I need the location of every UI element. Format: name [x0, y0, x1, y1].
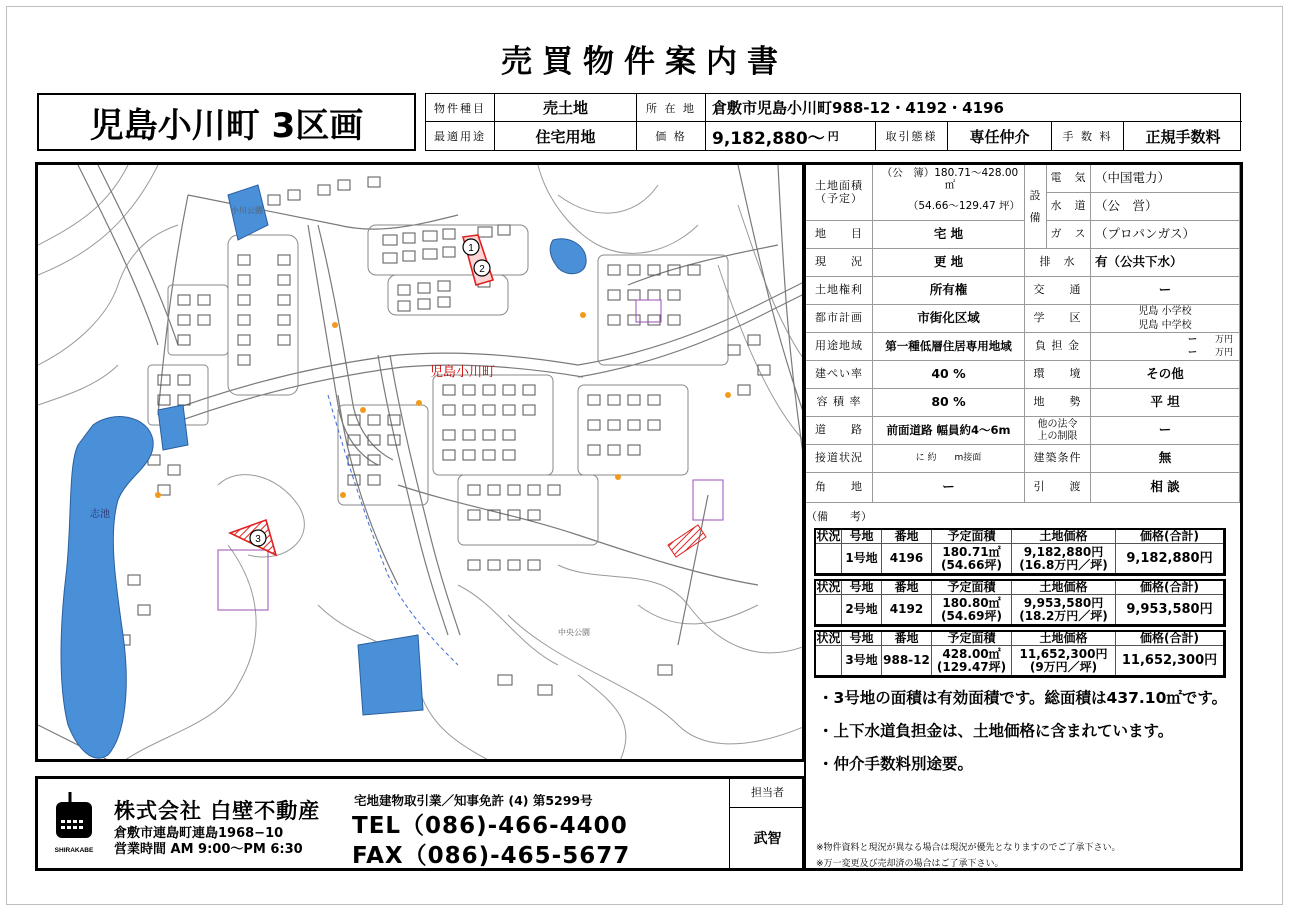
staff-name: 武智 — [753, 831, 782, 847]
terrain-value: 平 坦 — [1091, 389, 1240, 417]
svg-text:3: 3 — [255, 534, 261, 545]
bcr-value: 40 % — [873, 361, 1025, 389]
disclaimer-2: ※万一変更及び売却済の場合はご了承下さい。 — [816, 859, 1004, 869]
company-name: 株式会社 白壁不動産 — [114, 799, 321, 823]
lot-3-total: 11,652,300円 — [1121, 652, 1218, 668]
map-svg — [38, 165, 805, 762]
land-area-line1: （公 簿）180.71〜428.00 ㎡ — [873, 165, 1025, 193]
lot-3-no-header: 号地 — [842, 632, 882, 646]
lot-1-status — [816, 544, 842, 573]
city-plan-label: 都市計画 — [806, 305, 873, 333]
gas-value: （プロパンガス） — [1091, 221, 1240, 249]
lot-2-chiban: 4192 — [882, 595, 932, 624]
logo-icon — [50, 790, 98, 856]
env-value: その他 — [1091, 361, 1240, 389]
facilities-label: 設 備 — [1025, 165, 1047, 249]
lot-3-area: 428.00㎡ (129.47坪) — [932, 646, 1012, 675]
lot-row-2 — [814, 579, 1226, 627]
fee-value: 正規手数料 — [1145, 127, 1221, 146]
deal-label: 取引態様 — [876, 122, 948, 150]
rights-label: 土地権利 — [806, 277, 873, 305]
lot-2-area: 180.80㎡ (54.69坪) — [932, 595, 1012, 624]
lot-2-chiban-header: 番地 — [882, 581, 932, 595]
law-label: 他の法令 上の制限 — [1025, 417, 1091, 445]
lot-3-chiban-header: 番地 — [882, 632, 932, 646]
handover-value: 相 談 — [1091, 473, 1240, 503]
lot-row-1 — [814, 528, 1226, 576]
burden-row-2: ー 万円 — [1091, 347, 1240, 361]
lot-3-total-header: 価格(合計) — [1116, 632, 1223, 646]
drain-label: 排 水 — [1025, 249, 1091, 277]
type-label: 物件種目 — [426, 94, 495, 122]
location-map[interactable] — [35, 162, 805, 762]
lot-2-total-header: 価格(合計) — [1116, 581, 1223, 595]
lot-2-price: 9,953,580円 (18.2万円／坪) — [1012, 595, 1116, 624]
water-value: （公 営） — [1091, 193, 1240, 221]
lot-1-status-header: 状況 — [816, 529, 841, 544]
school-label: 学 区 — [1025, 305, 1091, 333]
zoning-value: 第一種低層住居専用地域 — [873, 333, 1025, 361]
road-value: 前面道路 幅員約4〜6m — [873, 417, 1025, 445]
lot-1-no-header: 号地 — [842, 530, 882, 544]
land-area-line2: （54.66〜129.47 坪） — [873, 193, 1025, 221]
staff-label: 担当者 — [730, 776, 805, 808]
lot-3-price: 11,652,300円 (9万円／坪) — [1012, 646, 1116, 675]
electric-value: （中国電力） — [1091, 165, 1240, 193]
business-hours: 営業時間 AM 9:00〜PM 6:30 — [114, 842, 303, 857]
staff-box — [729, 776, 805, 871]
lot-1-total-header: 価格(合計) — [1116, 530, 1223, 544]
lot-3-status — [816, 646, 842, 675]
place-label-1: 小川公園 — [231, 206, 263, 215]
lot-3-status-header: 状況 — [816, 631, 841, 646]
traffic-label: 交 通 — [1025, 277, 1091, 305]
fax-number: FAX（086)-465-5677 — [352, 843, 631, 869]
bcr-label: 建ぺい率 — [806, 361, 873, 389]
school-middle: 児島 中学校 — [1091, 319, 1240, 333]
handover-label: 引 渡 — [1025, 473, 1091, 503]
lot-2-no: 2号地 — [842, 595, 882, 624]
law-value: ー — [1091, 417, 1240, 445]
lot-marker-3[interactable] — [250, 530, 266, 546]
lot-2-total: 9,953,580円 — [1126, 601, 1213, 617]
burden-row-1: ー 万円 — [1091, 333, 1240, 347]
lot-marker-2[interactable] — [474, 260, 490, 276]
lot-1-area-header: 予定面積 — [932, 530, 1012, 544]
category-label: 地 目 — [806, 221, 873, 249]
deal-value: 専任仲介 — [948, 122, 1052, 150]
place-label-2: 中央公園 — [558, 628, 590, 637]
lot-marker-1[interactable] — [463, 239, 479, 255]
lot-2-no-header: 号地 — [842, 581, 882, 595]
lot-row-3 — [814, 630, 1226, 678]
lot-1-price-header: 土地価格 — [1012, 530, 1116, 544]
terrain-label: 地 勢 — [1025, 389, 1091, 417]
road-label: 道 路 — [806, 417, 873, 445]
note-3: ・仲介手数料別途要。 — [818, 755, 974, 773]
svg-text:1: 1 — [468, 243, 474, 254]
lots-table — [814, 528, 1226, 680]
facility-outlines — [218, 300, 723, 610]
lot-1-no: 1号地 — [842, 544, 882, 573]
phone-number[interactable]: TEL（086)-466-4400 — [352, 813, 628, 839]
location-label: 所 在 地 — [637, 94, 706, 122]
note-2: ・上下水道負担金は、土地価格に含まれています。 — [818, 722, 1174, 740]
svg-text:SHIRAKABE: SHIRAKABE — [54, 847, 94, 854]
remarks-label: （備 考） — [806, 510, 872, 523]
location-value: 倉敷市児島小川町988-12・4192・4196 — [706, 94, 1242, 122]
lot-2-status-header: 状況 — [816, 580, 841, 595]
lot-1-price: 9,182,880円 (16.8万円／坪) — [1012, 544, 1116, 573]
lot-1-area: 180.71㎡ (54.66坪) — [932, 544, 1012, 573]
price-value: 9,182,880〜 円 — [706, 122, 876, 150]
lot-2-area-header: 予定面積 — [932, 581, 1012, 595]
lot-1-chiban: 4196 — [882, 544, 932, 573]
status-label: 現 況 — [806, 249, 873, 277]
svg-text:2: 2 — [479, 264, 485, 275]
category-value: 宅 地 — [873, 221, 1025, 249]
lot-1-chiban-header: 番地 — [882, 530, 932, 544]
drain-value: 有（公共下水） — [1091, 249, 1240, 277]
disclaimer-1: ※物件資料と現況が異なる場合は現況が優先となりますのでご了承下さい。 — [816, 843, 1121, 853]
lot-3-no: 3号地 — [842, 646, 882, 675]
corner-value: ー — [873, 473, 1025, 503]
lot-3-chiban: 988-12 — [882, 646, 932, 675]
price-label: 価 格 — [637, 122, 706, 150]
lot-2-status — [816, 595, 842, 624]
status-value: 更 地 — [873, 249, 1025, 277]
traffic-value: ー — [1091, 277, 1240, 305]
lot-3-area-header: 予定面積 — [932, 632, 1012, 646]
build-value: 無 — [1091, 445, 1240, 473]
lot-3-price-header: 土地価格 — [1012, 632, 1116, 646]
build-label: 建築条件 — [1025, 445, 1091, 473]
header-table — [425, 93, 1241, 151]
use-label: 最適用途 — [426, 122, 495, 150]
access-road-hatch — [668, 525, 706, 557]
use-value: 住宅用地 — [495, 122, 637, 150]
property-name: 児島小川町 3区画 — [37, 93, 416, 151]
company-address-block — [114, 826, 303, 858]
water-bodies — [61, 185, 586, 758]
fee-label: 手 数 料 — [1052, 122, 1124, 150]
type-value: 売土地 — [495, 94, 637, 122]
gas-label: ガ ス — [1047, 221, 1091, 249]
company-address: 倉敷市連島町連島1968−10 — [114, 826, 284, 841]
water-label: 水 道 — [1047, 193, 1091, 221]
electric-label: 電 気 — [1047, 165, 1091, 193]
env-label: 環 境 — [1025, 361, 1091, 389]
burden-label: 負 担 金 — [1025, 333, 1091, 361]
city-plan-value: 市街化区域 — [873, 305, 1025, 333]
school-elementary: 児島 小学校 — [1091, 305, 1240, 319]
note-1: ・3号地の面積は有効面積です。総面積は437.10㎡です。 — [818, 689, 1228, 707]
corner-label: 角 地 — [806, 473, 873, 503]
access-label: 接道状況 — [806, 445, 873, 473]
town-label: 児島小川町 — [430, 365, 496, 380]
far-label: 容 積 率 — [806, 389, 873, 417]
lot-2-price-header: 土地価格 — [1012, 581, 1116, 595]
zoning-label: 用途地域 — [806, 333, 873, 361]
land-area-label: 土地面積 （予定） — [806, 165, 873, 221]
license-number: 宅地建物取引業／知事免許 (4) 第5299号 — [354, 793, 593, 808]
access-value: に 約 m接面 — [873, 445, 1025, 473]
lot-1-total: 9,182,880円 — [1126, 550, 1213, 566]
far-value: 80 % — [873, 389, 1025, 417]
page-title: 売買物件案内書 — [501, 44, 788, 80]
pond-label: 志池 — [90, 509, 110, 520]
rights-value: 所有権 — [873, 277, 1025, 305]
company-logo — [50, 790, 98, 856]
